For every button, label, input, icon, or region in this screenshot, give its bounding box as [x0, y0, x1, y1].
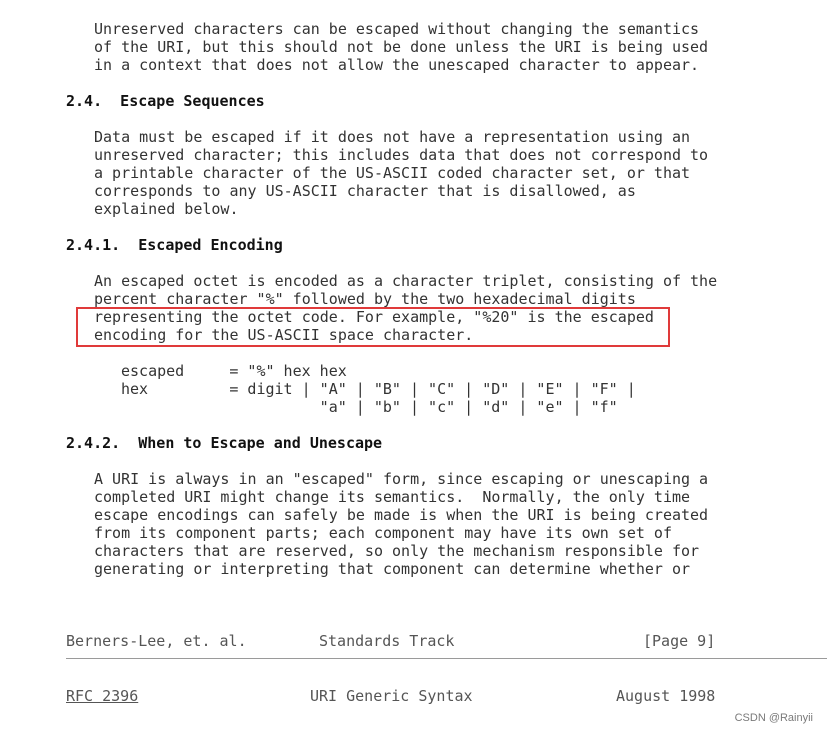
section-2-4-line-3: a printable character of the US-ASCII coded character set, or that — [94, 164, 691, 182]
rfc-number-link[interactable]: RFC 2396 — [66, 687, 139, 705]
section-2-4-2-line-6: generating or interpreting that component can determine whether or — [94, 560, 691, 578]
header-title: URI Generic Syntax — [310, 687, 473, 705]
section-2-4-line-4: corresponds to any US-ASCII character that is disallowed, as — [94, 182, 636, 200]
section-2-4-2-heading: 2.4.2. When to Escape and Unescape — [66, 434, 383, 452]
footer-authors: Berners-Lee, et. al. — [66, 632, 247, 650]
intro-line-1: Unreserved characters can be escaped without changing the semantics — [94, 20, 700, 38]
grammar-hex-rule: hex = digit | "A" | "B" | "C" | "D" | "E" | "F" | — [121, 380, 636, 398]
section-2-4-1-heading: 2.4.1. Escaped Encoding — [66, 236, 283, 254]
header-date: August 1998 — [616, 687, 716, 705]
grammar-hex-rule-continued: "a" | "b" | "c" | "d" | "e" | "f" — [121, 398, 618, 416]
csdn-watermark: CSDN @Rainyii — [734, 712, 813, 724]
page-break-rule — [66, 658, 827, 659]
intro-line-3: in a context that does not allow the unescaped character to appear. — [94, 56, 700, 74]
section-2-4-1-line-1: An escaped octet is encoded as a character triplet, consisting of the — [94, 272, 718, 290]
section-2-4-2-line-4: from its component parts; each component may have its own set of — [94, 524, 672, 542]
section-2-4-line-5: explained below. — [94, 200, 239, 218]
section-2-4-2-line-3: escape encodings can safely be made is when the URI is being created — [94, 506, 709, 524]
intro-line-2: of the URI, but this should not be done unless the URI is being used — [94, 38, 709, 56]
section-2-4-line-1: Data must be escaped if it does not have a representation using an — [94, 128, 691, 146]
footer-track: Standards Track — [319, 632, 455, 650]
section-2-4-line-2: unreserved character; this includes data that does not correspond to — [94, 146, 709, 164]
section-2-4-2-line-5: characters that are reserved, so only the mechanism responsible for — [94, 542, 700, 560]
footer-page-number: [Page 9] — [643, 632, 716, 650]
section-2-4-2-line-2: completed URI might change its semantics. Normally, the only time — [94, 488, 691, 506]
section-2-4-1-line-3: representing the octet code. For example, "%20" is the escaped — [94, 308, 654, 326]
grammar-escaped-rule: escaped = "%" hex hex — [121, 362, 347, 380]
highlight-box — [76, 307, 670, 347]
section-2-4-2-line-1: A URI is always in an "escaped" form, since escaping or unescaping a — [94, 470, 709, 488]
section-2-4-heading: 2.4. Escape Sequences — [66, 92, 265, 110]
section-2-4-1-line-4: encoding for the US-ASCII space character. — [94, 326, 474, 344]
section-2-4-1-line-2: percent character "%" followed by the two hexadecimal digits — [94, 290, 636, 308]
